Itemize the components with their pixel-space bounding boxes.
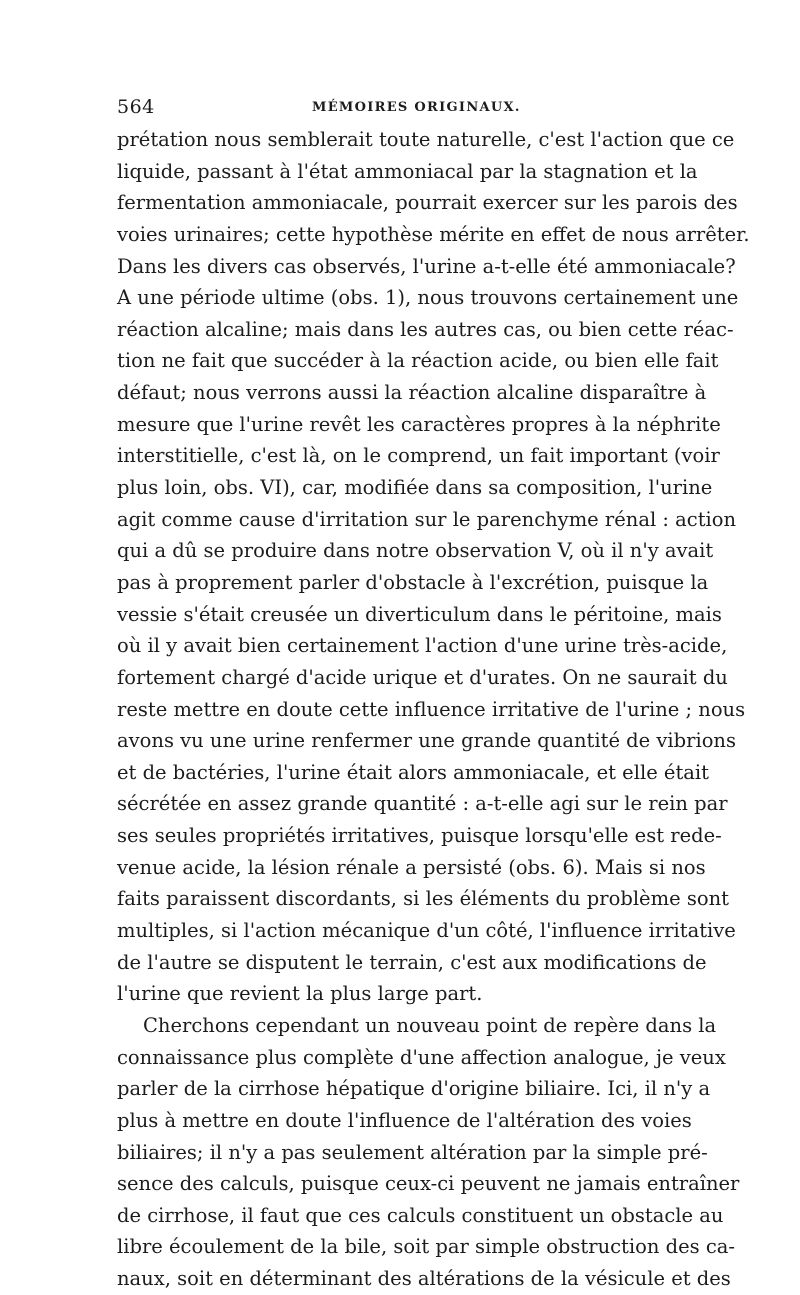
text-line: A une période ultime (obs. 1), nous trouvons certainement une [117,286,739,310]
text-line: sence des calculs, puisque ceux-ci peuvent ne jamais entraîner [117,1172,740,1196]
text-line: sécrétée en assez grande quantité : a-t-elle agi sur le rein par [117,792,728,816]
page-header [117,96,687,120]
text-line: plus loin, obs. VI), car, modifiée dans sa composition, l'urine [117,476,713,500]
text-line: et de bactéries, l'urine était alors ammoniacale, et elle était [117,760,710,784]
text-line: naux, soit en déterminant des altérations de la vésicule et des [117,1267,731,1291]
body-text [117,124,750,1295]
text-line: vessie s'était creusée un diverticulum dans le péritoine, mais [117,602,722,626]
text-line: de l'autre se disputent le terrain, c'est aux modifications de [117,950,707,974]
text-line: tion ne fait que succéder à la réaction acide, ou bien elle fait [117,349,719,373]
text-line: biliaires; il n'y a pas seulement altération par la simple pré- [117,1140,708,1164]
text-line: ses seules propriétés irritatives, puisque lorsqu'elle est rede- [117,824,722,848]
text-line: défaut; nous verrons aussi la réaction alcaline disparaître à [117,381,707,405]
text-line: libre écoulement de la bile, soit par simple obstruction des ca- [117,1235,735,1259]
text-line: multiples, si l'action mécanique d'un côté, l'influence irritative [117,919,736,943]
text-line: plus à mettre en doute l'influence de l'altération des voies [117,1108,692,1132]
text-line: Dans les divers cas observés, l'urine a-t-elle été ammoniacale? [117,254,736,278]
text-line: l'urine que revient la plus large part. [117,982,483,1006]
text-line: agit comme cause d'irritation sur le parenchyme rénal : action [117,507,737,531]
text-line: parler de la cirrhose hépatique d'origine biliaire. Ici, il n'y a [117,1077,711,1101]
text-line: interstitielle, c'est là, on le comprend, un fait important (voir [117,444,720,468]
text-line: voies urinaires; cette hypothèse mérite en effet de nous arrêter. [117,222,750,246]
text-line: faits paraissent discordants, si les éléments du problème sont [117,887,729,911]
text-line: fortement chargé d'acide urique et d'urates. On ne saurait du [117,665,728,689]
text-line: pas à proprement parler d'obstacle à l'excrétion, puisque la [117,570,709,594]
text-line: liquide, passant à l'état ammoniacal par la stagnation et la [117,159,698,183]
text-line: reste mettre en doute cette influence irritative de l'urine ; nous [117,697,746,721]
running-head: MÉMOIRES ORIGINAUX. [312,100,521,115]
text-line: avons vu une urine renfermer une grande quantité de vibrions [117,729,737,753]
text-line: prétation nous semblerait toute naturelle, c'est l'action que ce [117,128,735,151]
text-line: fermentation ammoniacale, pourrait exercer sur les parois des [117,191,738,215]
text-line: venue acide, la lésion rénale a persisté (obs. 6). Mais si nos [117,855,706,879]
text-line: où il y avait bien certainement l'action d'une urine très-acide, [117,634,728,658]
text-line: qui a dû se produire dans notre observation V, où il n'y avait [117,539,714,563]
text-line: connaissance plus complète d'une affection analogue, je veux [117,1045,726,1069]
text-line: mesure que l'urine revêt les caractères propres à la néphrite [117,412,721,436]
text-line: Cherchons cependant un nouveau point de repère dans la [143,1013,717,1037]
text-line: réaction alcaline; mais dans les autres cas, ou bien cette réac- [117,317,734,341]
page-number: 564 [117,96,155,118]
text-line: de cirrhose, il faut que ces calculs constituent un obstacle au [117,1203,724,1227]
